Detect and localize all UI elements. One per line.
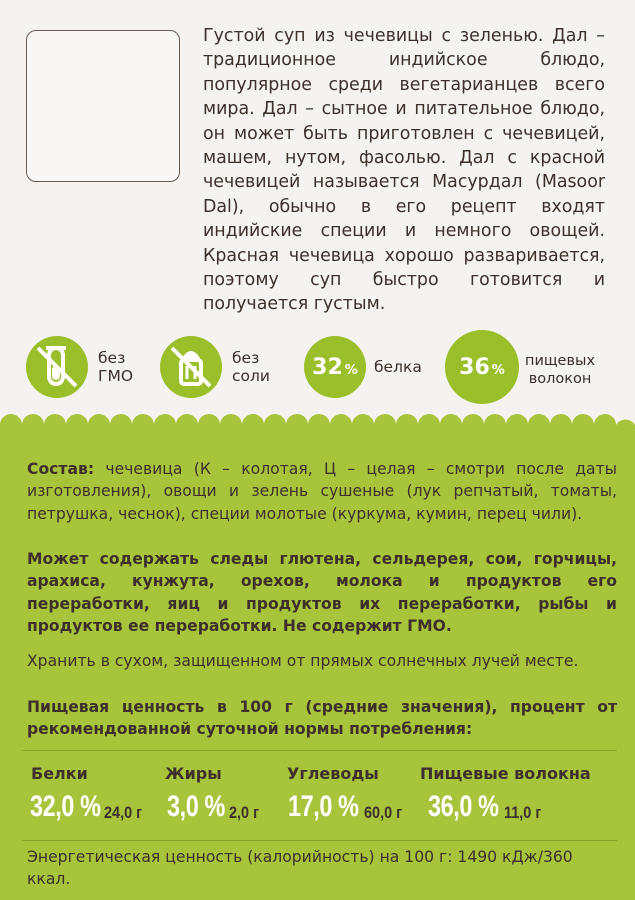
composition	[27, 458, 617, 525]
nutrient-grams-protein: 24,0 г	[104, 803, 143, 822]
nutrition-bottom-divider	[22, 840, 617, 841]
nutrient-grams-fiber: 11,0 г	[504, 803, 542, 822]
badge-fiber-label: пищевых волокон	[525, 353, 596, 387]
composition-text: чечевица (К – колотая, Ц – целая – смотри после даты изготовления), овощи и зелень сушеные (лук репчатый, томаты, петрушка, чеснок), специи молотые (куркума, кумин, перец чили).	[27, 460, 617, 523]
nutrient-name-protein: Белки	[31, 764, 88, 783]
badge-no-salt-label: без соли	[232, 349, 270, 385]
storage-text: Хранить в сухом, защищенном от прямых солнечных лучей месте.	[27, 652, 579, 670]
nutrient-name-fat: Жиры	[165, 764, 222, 783]
salt-shaker-crossed-icon	[160, 336, 222, 398]
nutrition-top-divider	[22, 750, 617, 751]
badge-fiber	[445, 336, 595, 404]
nutrient-grams-carbs: 60,0 г	[364, 803, 403, 822]
nutrition-headers	[0, 764, 635, 786]
energy-value: Энергетическая ценность (калорийность) на 100 г: 1490 кДж/360 ккал.	[27, 848, 573, 889]
composition-title: Состав:	[27, 460, 95, 478]
nutrient-percent-fat: 3,0 %	[167, 790, 225, 823]
test-tube-crossed-icon	[26, 336, 88, 398]
product-image-placeholder	[26, 30, 180, 182]
badge-no-gmo	[26, 336, 133, 398]
protein-percent-unit: %	[344, 362, 358, 378]
fiber-percent-value: 36	[459, 354, 490, 380]
protein-percent-value: 32	[312, 354, 343, 380]
nutrient-name-fiber: Пищевые волокна	[420, 764, 591, 783]
nutrient-grams-fat: 2,0 г	[229, 803, 260, 822]
nutrient-percent-carbs: 17,0 %	[288, 790, 359, 823]
scalloped-edge	[0, 414, 635, 436]
nutrition-values	[0, 790, 635, 830]
fiber-percent-circle	[445, 330, 519, 404]
badge-protein-label: белка	[374, 358, 422, 376]
nutrient-percent-protein: 32,0 %	[30, 790, 101, 823]
badge-protein	[304, 336, 422, 398]
allergens-text: Может содержать следы глютена, сельдерея, сои, горчицы, арахиса, кунжута, орехов, молока и продуктов его переработки, яиц и продуктов их переработки, рыбы и продуктов ее переработки. Не содержит ГМО.	[27, 550, 617, 636]
nutrition-title: Пищевая ценность в 100 г (средние значения), процент от рекомендованной суточной нормы потребления:	[27, 698, 617, 739]
badge-no-salt	[160, 336, 270, 398]
protein-percent-circle	[304, 336, 366, 398]
badge-no-gmo-label: без ГМО	[98, 349, 134, 385]
product-description: Густой суп из чечевицы с зеленью. Дал – традиционное индийское блюдо, популярное среди вегетарианцев всего мира. Дал – сытное и питательное блюдо, он может быть приготовлен с чечевицей, машем, нутом, фасолью. Дал с красной чечевицей называется Масурдал (Masoor Dal), обычно в его рецепт входят индийские специи и немного овощей. Красная чечевица хорошо разваривается, поэтому суп быстро готовится и получается густым.	[203, 26, 605, 315]
nutrient-percent-fiber: 36,0 %	[428, 790, 499, 823]
fiber-percent-unit: %	[491, 362, 505, 378]
nutrient-name-carbs: Углеводы	[287, 764, 379, 783]
